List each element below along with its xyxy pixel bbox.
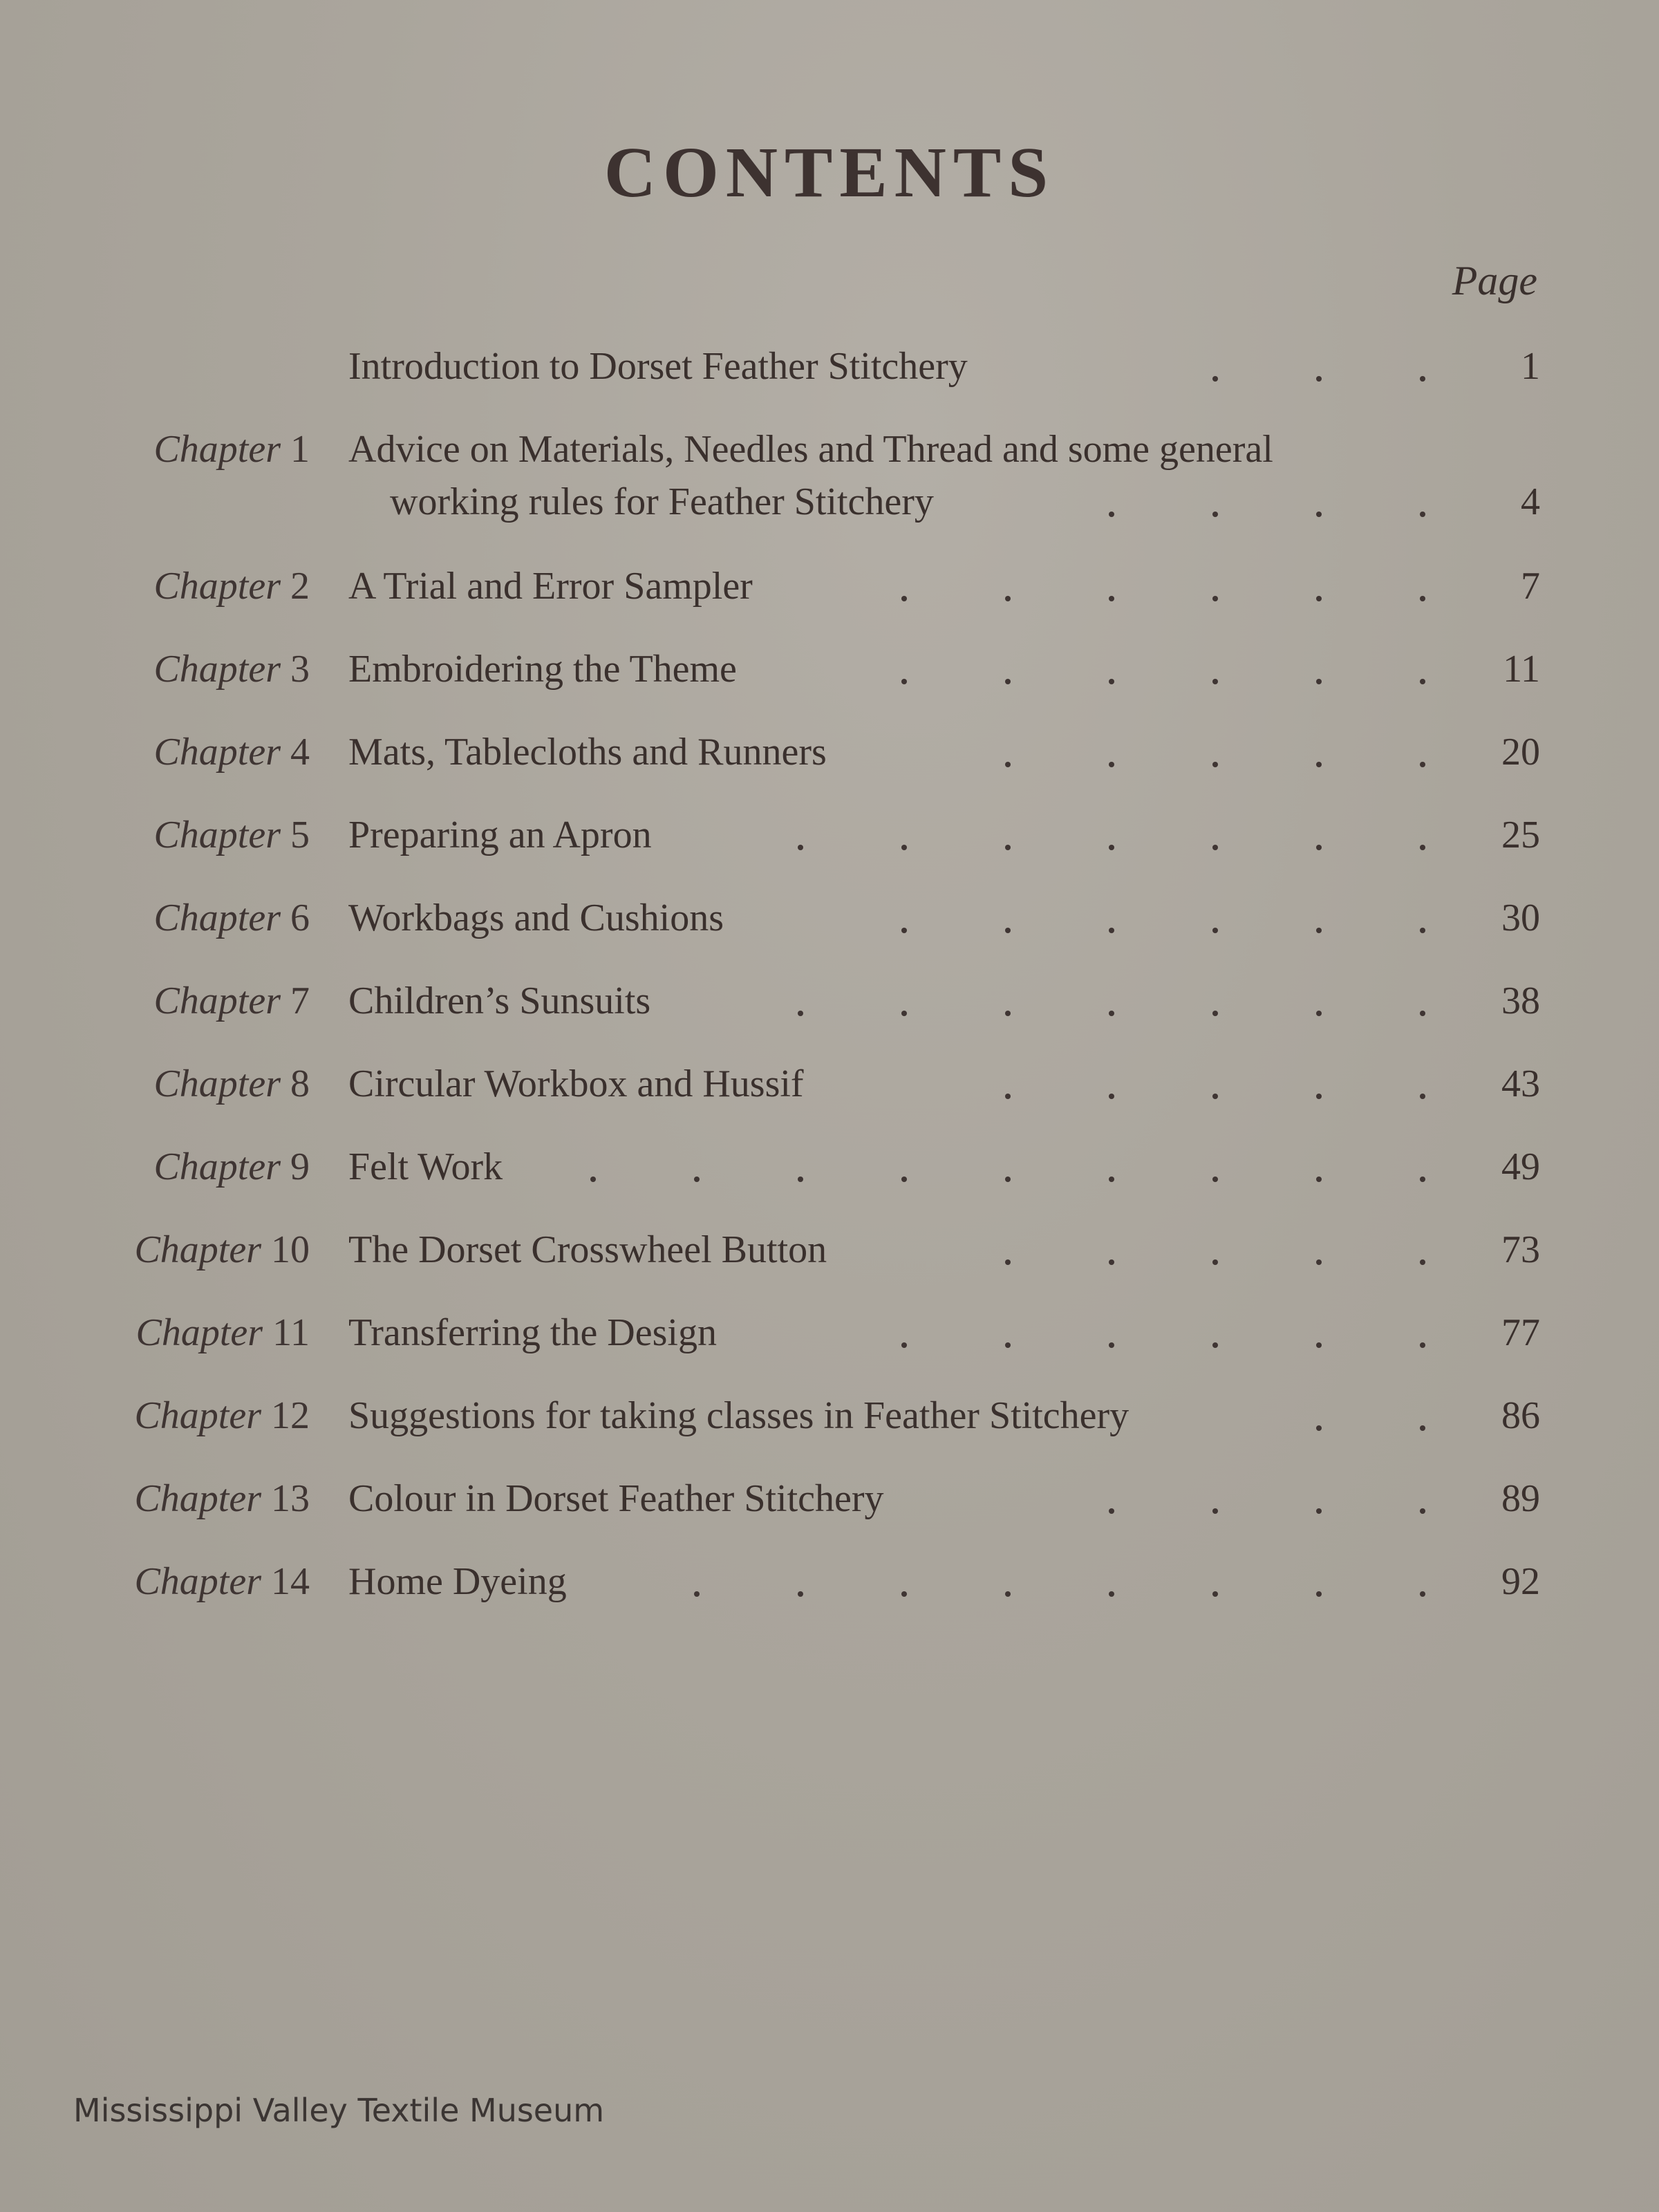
entry-title: Workbags and Cushions: [348, 897, 724, 939]
leader-dot: [1109, 845, 1114, 850]
chapter-number: 7: [290, 980, 310, 1022]
leader-dot: [1316, 512, 1322, 517]
leader-dot: [1212, 376, 1218, 382]
page-number: 89: [1501, 1477, 1540, 1520]
page-title: CONTENTS: [603, 133, 1056, 212]
leader-dot: [1316, 1011, 1322, 1016]
leader-dot: [901, 679, 907, 684]
leader-dot: [1005, 762, 1011, 767]
leader-dot: [1316, 928, 1322, 933]
chapter-number: 3: [290, 648, 310, 691]
chapter-number: 11: [272, 1311, 310, 1354]
toc-entry: [0, 1305, 1659, 1360]
page-number: 20: [1501, 731, 1540, 774]
leader-dot: [1420, 845, 1425, 850]
leader-dot: [1005, 1177, 1011, 1182]
chapter-label: [134, 1471, 310, 1526]
chapter-label: [134, 1388, 310, 1443]
chapter-word: Chapter: [134, 1560, 261, 1603]
chapter-number: 2: [290, 565, 310, 608]
leader-dot: [1212, 1011, 1218, 1016]
entry-title: Children’s Sunsuits: [348, 980, 651, 1022]
chapter-number: 8: [290, 1062, 310, 1105]
page-number: 73: [1501, 1228, 1540, 1271]
entry-title: Embroidering the Theme: [348, 648, 737, 691]
chapter-number: 14: [271, 1560, 310, 1603]
leader-dot: [1109, 1094, 1114, 1099]
entry-title: Home Dyeing: [348, 1560, 567, 1603]
leader-dot: [798, 1011, 803, 1016]
page-number: 86: [1501, 1394, 1540, 1437]
page-number: 1: [1521, 345, 1540, 388]
museum-caption: Mississippi Valley Textile Museum: [73, 2092, 605, 2129]
leader-dot: [1005, 1259, 1011, 1265]
chapter-word: Chapter: [134, 1477, 261, 1520]
page-number: 30: [1501, 897, 1540, 939]
chapter-number: 10: [271, 1228, 310, 1271]
chapter-number: 9: [290, 1145, 310, 1188]
chapter-label: [134, 1222, 310, 1277]
entry-title: Felt Work: [348, 1145, 503, 1188]
leader-dot: [1316, 1425, 1322, 1431]
chapter-number: 6: [290, 897, 310, 939]
chapter-label: [153, 890, 310, 946]
chapter-word: Chapter: [153, 731, 281, 774]
leader-dot: [1316, 762, 1322, 767]
leader-dot: [798, 1177, 803, 1182]
page-number: 77: [1501, 1311, 1540, 1354]
entry-title: Preparing an Apron: [348, 814, 652, 856]
leader-dot: [1109, 1177, 1114, 1182]
chapter-label: [153, 973, 310, 1029]
leader-dot: [1005, 596, 1011, 601]
entry-title: Introduction to Dorset Feather Stitchery: [348, 345, 968, 388]
page-number: 38: [1501, 980, 1540, 1022]
toc-entry: [0, 1471, 1659, 1526]
chapter-word: Chapter: [153, 565, 281, 608]
toc-entry: [0, 641, 1659, 697]
leader-dot: [798, 845, 803, 850]
leader-dot: [1212, 845, 1218, 850]
leader-dot: [1316, 1259, 1322, 1265]
leader-dot: [694, 1591, 700, 1597]
leader-dot: [1316, 596, 1322, 601]
leader-dot: [1212, 512, 1218, 517]
chapter-label: [153, 724, 310, 780]
chapter-word: Chapter: [134, 1394, 261, 1437]
chapter-word: Chapter: [153, 648, 281, 691]
leader-dot: [798, 1591, 803, 1597]
toc-entry: [0, 559, 1659, 614]
leader-dot: [1109, 928, 1114, 933]
leader-dot: [1420, 928, 1425, 933]
leader-dot: [1420, 1342, 1425, 1348]
leader-dot: [1212, 1508, 1218, 1514]
toc-entry: [0, 1554, 1659, 1609]
page-number: 7: [1521, 565, 1540, 608]
entry-title: Transferring the Design: [348, 1311, 717, 1354]
page-number: 11: [1503, 648, 1540, 691]
leader-dot: [1109, 1591, 1114, 1597]
chapter-label: [153, 807, 310, 863]
chapter-label: [153, 641, 310, 697]
entry-title-continued: working rules for Feather Stitchery: [390, 480, 934, 523]
entry-title: Colour in Dorset Feather Stitchery: [348, 1477, 884, 1520]
leader-dot: [1212, 1591, 1218, 1597]
leader-dot: [901, 845, 907, 850]
page-number: 4: [1521, 480, 1540, 523]
leader-dot: [1212, 1094, 1218, 1099]
entry-title: Suggestions for taking classes in Feather Stitchery: [348, 1394, 1130, 1437]
leader-dot: [1005, 679, 1011, 684]
chapter-word: Chapter: [153, 428, 281, 471]
leader-dot: [1212, 1342, 1218, 1348]
leader-dot: [1212, 762, 1218, 767]
leader-dot: [1109, 512, 1114, 517]
chapter-label: [136, 1305, 310, 1360]
toc-entry: [0, 422, 1659, 532]
leader-dot: [1420, 762, 1425, 767]
chapter-word: Chapter: [153, 897, 281, 939]
leader-dot: [1109, 596, 1114, 601]
entry-title: A Trial and Error Sampler: [348, 565, 753, 608]
page-number: 92: [1501, 1560, 1540, 1603]
chapter-label: [153, 422, 310, 477]
chapter-number: 12: [271, 1394, 310, 1437]
leader-dot: [901, 596, 907, 601]
leader-dot: [901, 1011, 907, 1016]
chapter-label: [153, 1139, 310, 1194]
chapter-number: 13: [271, 1477, 310, 1520]
leader-dot: [1420, 1259, 1425, 1265]
leader-dot: [1420, 376, 1425, 382]
leader-dot: [1109, 762, 1114, 767]
toc-entry: [0, 890, 1659, 946]
toc-entry: [0, 1388, 1659, 1443]
leader-dot: [1420, 512, 1425, 517]
toc-entry: [0, 724, 1659, 780]
toc-entry: [0, 1056, 1659, 1112]
leader-dot: [1316, 679, 1322, 684]
leader-dot: [1109, 679, 1114, 684]
leader-dot: [1005, 928, 1011, 933]
chapter-number: 5: [290, 814, 310, 856]
page-number: 43: [1501, 1062, 1540, 1105]
chapter-word: Chapter: [153, 1062, 281, 1105]
toc-entry: [0, 339, 1659, 394]
leader-dot: [1005, 1011, 1011, 1016]
leader-dot: [1005, 845, 1011, 850]
chapter-word: Chapter: [153, 814, 281, 856]
chapter-label: [153, 1056, 310, 1112]
leader-dot: [1005, 1591, 1011, 1597]
entry-title: Circular Workbox and Hussif: [348, 1062, 804, 1105]
page-number: 25: [1501, 814, 1540, 856]
leader-dot: [901, 1342, 907, 1348]
leader-dot: [1212, 1177, 1218, 1182]
leader-dot: [1212, 679, 1218, 684]
leader-dot: [901, 928, 907, 933]
leader-dot: [590, 1177, 596, 1182]
leader-dot: [1316, 1591, 1322, 1597]
toc-entry: [0, 1139, 1659, 1194]
leader-dot: [1109, 1508, 1114, 1514]
chapter-label: [134, 1554, 310, 1609]
leader-dot: [901, 1177, 907, 1182]
leader-dot: [1420, 679, 1425, 684]
leader-dot: [1316, 1094, 1322, 1099]
leader-dot: [1420, 1094, 1425, 1099]
leader-dot: [1109, 1259, 1114, 1265]
chapter-word: Chapter: [134, 1228, 261, 1271]
leader-dot: [1420, 1177, 1425, 1182]
leader-dot: [1316, 845, 1322, 850]
leader-dot: [1420, 1591, 1425, 1597]
leader-dot: [1420, 596, 1425, 601]
chapter-word: Chapter: [153, 1145, 281, 1188]
leader-dot: [1212, 928, 1218, 933]
page-number: 49: [1501, 1145, 1540, 1188]
leader-dot: [1109, 1011, 1114, 1016]
leader-dot: [1005, 1094, 1011, 1099]
leader-dot: [1316, 1177, 1322, 1182]
chapter-label: [153, 559, 310, 614]
toc-entry: [0, 1222, 1659, 1277]
leader-dot: [1109, 1342, 1114, 1348]
leader-dot: [1316, 1508, 1322, 1514]
chapter-number: 4: [290, 731, 310, 774]
entry-title: Advice on Materials, Needles and Thread and some general: [348, 428, 1273, 471]
leader-dot: [1420, 1011, 1425, 1016]
leader-dot: [901, 1591, 907, 1597]
entry-title: Mats, Tablecloths and Runners: [348, 731, 827, 774]
chapter-word: Chapter: [153, 980, 281, 1022]
chapter-word: Chapter: [135, 1311, 263, 1354]
toc-entry: [0, 807, 1659, 863]
leader-dot: [1212, 596, 1218, 601]
leader-dot: [1316, 376, 1322, 382]
page-column-header: Page: [1452, 258, 1537, 303]
chapter-number: 1: [290, 428, 310, 471]
leader-dot: [1420, 1425, 1425, 1431]
entry-title: The Dorset Crosswheel Button: [348, 1228, 827, 1271]
leader-dot: [1316, 1342, 1322, 1348]
leader-dot: [1005, 1342, 1011, 1348]
leader-dot: [1212, 1259, 1218, 1265]
leader-dot: [694, 1177, 700, 1182]
leader-dot: [1420, 1508, 1425, 1514]
toc-entry: [0, 973, 1659, 1029]
